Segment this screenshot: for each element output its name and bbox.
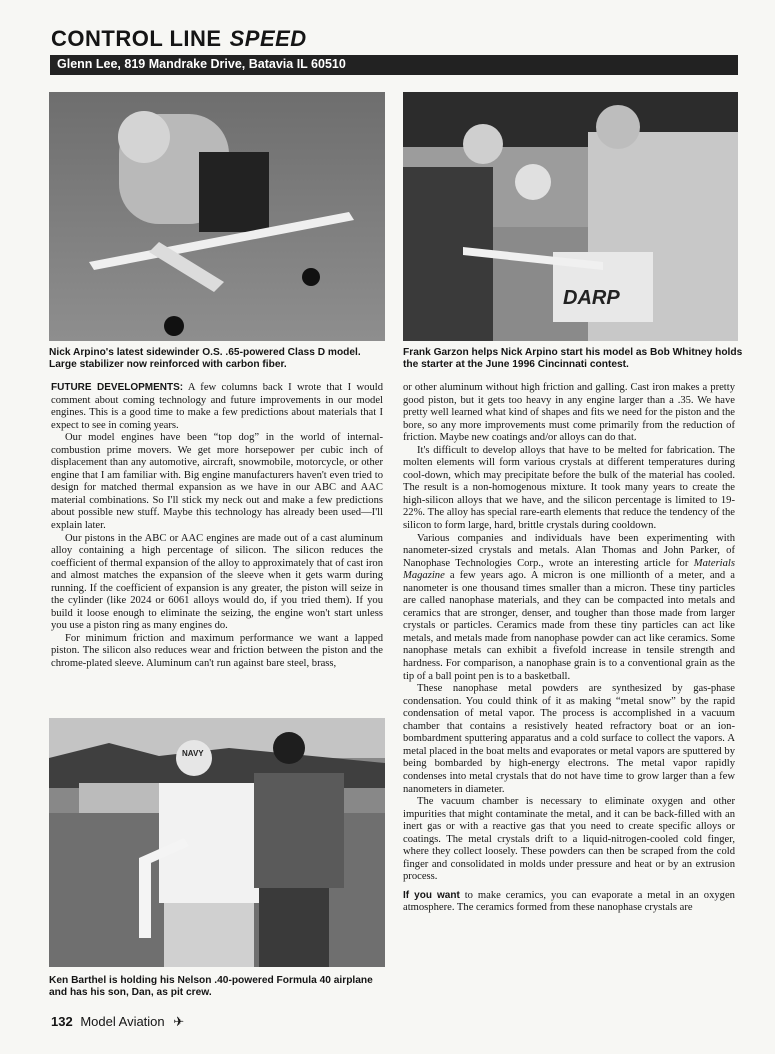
paragraph-lead: If you want [403,889,460,901]
airplane-icon: ✈ [173,1014,185,1029]
magazine-name: Model Aviation [80,1014,165,1029]
photo1-image [49,92,385,341]
paragraph: or other aluminum without high friction and galling. Cast iron makes a pretty good piston, but it gets too heavy in any engine larger than a .35. We have pretty well learned what kind of shapes and fits we need for the piston and the bore, so any more improvements must come primarily from the reduction of friction. Maybe new coatings and/or alloys can do that. [403,382,735,444]
title-main: CONTROL LINE [51,26,222,51]
photo1-caption: Nick Arpino's latest sidewinder O.S. .65-powered Class D model. Large stabilizer now reinforced with carbon fiber. [49,347,361,370]
photo2-caption: Frank Garzon helps Nick Arpino start his model as Bob Whitney holds the starter at the June 1996 Cincinnati contest. [403,347,743,370]
photo3-caption: Ken Barthel is holding his Nelson .40-powered Formula 40 airplane and has his son, Dan, as pit crew. [49,975,373,998]
photo-cincinnati-contest [403,92,738,341]
photo2-image [403,92,738,341]
paragraph: Various companies and individuals have been experimenting with nanometer-sized crystals and metals. Alan Thomas and John Parker, of Nanophase Technologies Corp., wrote an interesting article for Materials Magazine a few years ago. A micron is one millionth of a meter, and a nanometer is one thousand times smaller than a micron. These tiny particles are called nanophase materials, and they can be compacted into metals and ceramics that are stronger, denser, and tougher than those made from larger crystals or particles. Ceramics made from these tiny particles can act like metals, and metals made from nanophase powder can act like ceramics. Some nanophase metals can exhibit a fivefold increase in tensile strength and hardness. For comparison, a nanophase grain is to a conventional grain as the tip of a ball point pen is to a basketball. [403,532,735,682]
title-italic: SPEED [229,26,307,51]
page-title [51,26,307,52]
photo3-image [49,718,385,967]
paragraph: Our pistons in the ABC or AAC engines are made out of a cast aluminum alloy containing a high percentage of silicon. The silicon reduces the coefficient of thermal expansion of the alloy to approximately that of cast iron and almost matches the expansion of the sleeve when it gets warm during running. If the coefficient of expansion is any greater, the piston will seize in the cylinder (like 2024 or 6061 alloys would do, if you tried them). If you build it loose enough to eliminate the seizing, the engine won't start unless you use a piston ring as many engines do. [51,532,383,632]
page-number: 132 [51,1014,73,1029]
author-bar [50,55,738,75]
author-address: Glenn Lee, 819 Mandrake Drive, Batavia IL 60510 [57,57,346,71]
photo3-cap-text: NAVY [182,749,204,758]
section-lead: FUTURE DEVELOPMENTS: [51,382,184,393]
paragraph: For minimum friction and maximum performance we want a lapped piston. The silicon also reduces wear and friction between the piston and the chrome-plated sleeve. Aluminum can't run against bare steel, brass, [51,632,383,670]
article-right-column [403,382,735,915]
photo2-darp-label: DARP [563,287,620,309]
paragraph: It's difficult to develop alloys that have to be melted for fabrication. The molten elements will form various crystals at different temperatures during cool-down, which may precipitate before the bulk of the material has cooled. The result is a non-homogenous mixture. It took many years to create the high-silicon alloys that we have, and the silicon percentage is limited to 19-22%. The alloy has special rare-earth elements that reduce the tendency of the silicon to form large, hard, brittle crystals during cooldown. [403,444,735,532]
photo-ken-barthel [49,718,385,967]
page-footer [51,1014,184,1030]
paragraph: Our model engines have been “top dog” in the world of internal-combustion prime movers. We get more horsepower per cubic inch of displacement than any automotive, aircraft, snowmobile, motorcycle, or other engine that I am familiar with. Big engine manufacturers haven't even tried to design for matched thermal expansion as we have in our ABC and AAC material combinations. So I'll stick my neck out and make a few predictions about possible new stuff. Maybe this technology has already been used—I'll explain later. [51,432,383,532]
photo-sidewinder-model [49,92,385,341]
article-left-column [51,382,383,671]
paragraph-intro: FUTURE DEVELOPMENTS: A few columns back I wrote that I would comment about coming technology and future improvements in our model engines. This is a good time to make a few predictions about materials that I expect to see in coming years. [51,382,383,431]
paragraph: If you want to make ceramics, you can evaporate a metal in an oxygen atmosphere. The ceramics formed from these nanophase crystals are [403,889,735,914]
paragraph: These nanophase metal powders are synthesized by gas-phase condensation. You could think of it as making “metal snow” by the rapid condensation of metal vapor. The process is accomplished in a vacuum chamber that contains a resistively heated refractory boat or an ion-bombardment sputtering apparatus and a cold surface to collect the vapors. A metal placed in the boat melts and evaporates or metal vapors are sputtered by being bombarded by high-energy electrons. The metal vapor rapidly condenses into metal crystals that do not have time to grow larger than a few nanometers in diameter. [403,683,735,795]
paragraph: The vacuum chamber is necessary to eliminate oxygen and other impurities that might contaminate the metal, and it can be back-filled with an inert gas or with a reactive gas that you need to create specific alloys or coatings. The metal crystals drift to a liquid-nitrogen-cooled cold finger, where they collect loosely. These powders can then be scraped from the cold finger and consolidated in molds under pressure and heat or by an extrusion process. [403,796,735,883]
